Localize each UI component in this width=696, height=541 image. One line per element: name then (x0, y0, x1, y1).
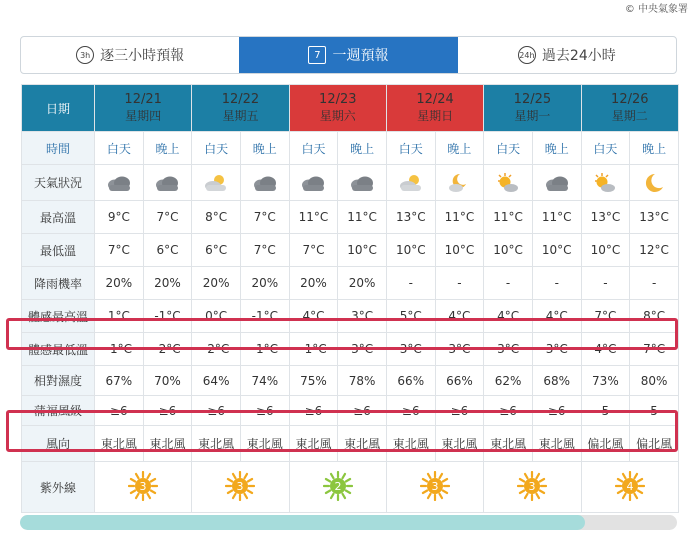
cell-value: 偏北風 (630, 426, 679, 462)
cloudy-icon (143, 165, 192, 201)
forecast-tabs (20, 36, 677, 74)
uv-sun-icon (128, 471, 158, 501)
cell-value: ≥6 (338, 396, 387, 426)
partly-sunny-icon (386, 165, 435, 201)
cell-value: ≥6 (386, 396, 435, 426)
cell-value: 66% (386, 366, 435, 396)
cell-value: 0°C (192, 300, 241, 333)
day-header (386, 85, 483, 132)
cell-value: - (435, 267, 484, 300)
cell-value: - (581, 267, 630, 300)
cell-value: 4°C (435, 300, 484, 333)
cell-value: ≥6 (143, 396, 192, 426)
day-header (192, 85, 289, 132)
cell-value: -1°C (289, 333, 338, 366)
cell-value: 東北風 (386, 426, 435, 462)
uv-row (22, 462, 679, 513)
tab-label: 過去24小時 (541, 48, 616, 64)
cell-value: 11°C (338, 201, 387, 234)
day-date: 12/23 (319, 92, 357, 107)
cell-value: 白天 (581, 132, 630, 165)
row-label-rain: 降雨機率 (22, 267, 95, 300)
cell-value: 11°C (532, 201, 581, 234)
uv-cell (484, 462, 581, 513)
cell-value: 4°C (532, 300, 581, 333)
uv-cell (581, 462, 678, 513)
cell-value: 白天 (289, 132, 338, 165)
cell-value: 8°C (630, 300, 679, 333)
uv-cell (289, 462, 386, 513)
cell-value: ≥6 (240, 396, 289, 426)
cell-value: 70% (143, 366, 192, 396)
cell-value: 5 (581, 396, 630, 426)
feel-min-row (22, 333, 679, 366)
day-header (289, 85, 386, 132)
cell-value: 5 (630, 396, 679, 426)
cloudy-icon (532, 165, 581, 201)
cell-value: 東北風 (484, 426, 533, 462)
cell-value: 3°C (484, 333, 533, 366)
cell-value: 東北風 (240, 426, 289, 462)
cell-value: 東北風 (338, 426, 387, 462)
cell-value: 68% (532, 366, 581, 396)
cell-value: -1°C (240, 300, 289, 333)
uv-sun-icon (225, 471, 255, 501)
cell-value: 東北風 (532, 426, 581, 462)
uv-value: 4 (626, 479, 634, 493)
cell-value: 10°C (484, 234, 533, 267)
cell-value: ≥6 (435, 396, 484, 426)
day-weekday: 星期二 (611, 109, 648, 123)
day-date: 12/26 (611, 92, 649, 107)
cell-value: - (532, 267, 581, 300)
day-weekday: 星期六 (319, 109, 356, 123)
cell-value: 3°C (435, 333, 484, 366)
cell-value: 10°C (338, 234, 387, 267)
day-header (95, 85, 192, 132)
cell-value: 3°C (338, 300, 387, 333)
cell-value: 80% (630, 366, 679, 396)
cell-value: 75% (289, 366, 338, 396)
cell-value: 20% (240, 267, 289, 300)
row-label-beaufort: 蒲福風級 (22, 396, 95, 426)
cell-value: 晚上 (630, 132, 679, 165)
clock-3h-icon: 3h (76, 46, 94, 64)
uv-value: 2 (334, 479, 342, 493)
row-label-date: 日期 (22, 85, 95, 132)
cell-value: ≥6 (289, 396, 338, 426)
uv-value: 3 (528, 479, 536, 493)
cell-value: 10°C (435, 234, 484, 267)
row-label-min_temp: 最低溫 (22, 234, 95, 267)
cell-value: -1°C (240, 333, 289, 366)
row-label-uv: 紫外線 (22, 462, 95, 513)
row-label-humidity: 相對濕度 (22, 366, 95, 396)
sun-cloud-icon (581, 165, 630, 201)
cell-value: - (386, 267, 435, 300)
day-date: 12/22 (221, 92, 260, 107)
tab-label: 逐三小時預報 (100, 48, 185, 64)
cloudy-icon (338, 165, 387, 201)
day-date: 12/24 (416, 92, 454, 107)
cell-value: 7°C (581, 300, 630, 333)
cell-value: 13°C (630, 201, 679, 234)
cell-value: 3°C (532, 333, 581, 366)
cell-value: 東北風 (95, 426, 144, 462)
cell-value: 9°C (95, 201, 144, 234)
weather-row (22, 165, 679, 201)
cell-value: 東北風 (435, 426, 484, 462)
cell-value: 4°C (581, 333, 630, 366)
min-temp-row (22, 234, 679, 267)
cell-value: 東北風 (192, 426, 241, 462)
cell-value: 12°C (630, 234, 679, 267)
cloudy-icon (240, 165, 289, 201)
clock-24h-icon: 24h (518, 46, 536, 64)
cell-value: 5°C (386, 300, 435, 333)
partly-sunny-icon (192, 165, 241, 201)
cell-value: 1°C (95, 300, 144, 333)
moon-cloud-icon (435, 165, 484, 201)
cell-value: 東北風 (289, 426, 338, 462)
cell-value: 20% (143, 267, 192, 300)
tab-week[interactable] (239, 37, 457, 73)
rain-row (22, 267, 679, 300)
cell-value: 白天 (386, 132, 435, 165)
cell-value: 晚上 (143, 132, 192, 165)
cell-value: 11°C (435, 201, 484, 234)
row-label-feel_min: 體感最低溫 (22, 333, 95, 366)
cell-value: 晚上 (240, 132, 289, 165)
tab-past-24h[interactable] (458, 37, 676, 73)
cell-value: 7°C (95, 234, 144, 267)
cloudy-icon (289, 165, 338, 201)
horizontal-scrollbar[interactable] (20, 515, 677, 530)
cell-value: 白天 (95, 132, 144, 165)
cell-value: 67% (95, 366, 144, 396)
cell-value: 62% (484, 366, 533, 396)
cell-value: 4°C (289, 300, 338, 333)
uv-cell (386, 462, 483, 513)
cloudy-icon (95, 165, 144, 201)
row-label-wind_dir: 風向 (22, 426, 95, 462)
cell-value: 20% (289, 267, 338, 300)
uv-value: 3 (431, 479, 439, 493)
uv-sun-icon (323, 471, 353, 501)
row-label-time: 時間 (22, 132, 95, 165)
uv-cell (95, 462, 192, 513)
tab-3hour[interactable] (21, 37, 239, 73)
moon-icon (630, 165, 679, 201)
day-weekday: 星期一 (514, 109, 551, 123)
cell-value: 13°C (581, 201, 630, 234)
cell-value: 10°C (532, 234, 581, 267)
cell-value: -1°C (143, 300, 192, 333)
uv-sun-icon (420, 471, 450, 501)
cell-value: 白天 (484, 132, 533, 165)
cell-value: ≥6 (95, 396, 144, 426)
cell-value: - (630, 267, 679, 300)
cell-value: 3°C (338, 333, 387, 366)
cell-value: 7°C (143, 201, 192, 234)
cell-value: 白天 (192, 132, 241, 165)
uv-cell (192, 462, 289, 513)
uv-value: 3 (236, 479, 244, 493)
cell-value: 7°C (289, 234, 338, 267)
cell-value: 20% (338, 267, 387, 300)
cell-value: ≥6 (192, 396, 241, 426)
humidity-row (22, 366, 679, 396)
cell-value: 64% (192, 366, 241, 396)
cell-value: 74% (240, 366, 289, 396)
cell-value: - (484, 267, 533, 300)
time-row (22, 132, 679, 165)
cell-value: 66% (435, 366, 484, 396)
weekly-forecast-table (21, 84, 679, 513)
cell-value: 晚上 (532, 132, 581, 165)
credit-text: © 中央氣象署 (624, 4, 688, 15)
tab-label: 一週預報 (332, 48, 389, 64)
day-date: 12/21 (124, 92, 162, 107)
calendar-icon: 7 (308, 46, 326, 64)
row-label-weather: 天氣狀況 (22, 165, 95, 201)
cell-value: ≥6 (532, 396, 581, 426)
cell-value: 東北風 (143, 426, 192, 462)
cell-value: 11°C (289, 201, 338, 234)
cell-value: 20% (192, 267, 241, 300)
scrollbar-thumb[interactable] (20, 515, 585, 530)
cell-value: 6°C (192, 234, 241, 267)
max-temp-row (22, 201, 679, 234)
day-weekday: 星期五 (222, 109, 259, 123)
cell-value: 晚上 (338, 132, 387, 165)
date-row (22, 85, 679, 132)
cell-value: 20% (95, 267, 144, 300)
cell-value: 10°C (386, 234, 435, 267)
day-header (581, 85, 678, 132)
cell-value: 6°C (143, 234, 192, 267)
cell-value: 78% (338, 366, 387, 396)
cell-value: 晚上 (435, 132, 484, 165)
row-label-feel_max: 體感最高溫 (22, 300, 95, 333)
cell-value: -2°C (143, 333, 192, 366)
cell-value: 3°C (386, 333, 435, 366)
cell-value: 7°C (240, 201, 289, 234)
day-weekday: 星期日 (417, 109, 454, 123)
cell-value: 7°C (240, 234, 289, 267)
uv-sun-icon (517, 471, 547, 501)
cell-value: ≥6 (484, 396, 533, 426)
wind-direction-row (22, 426, 679, 462)
cell-value: 11°C (484, 201, 533, 234)
day-header (484, 85, 581, 132)
cell-value: 73% (581, 366, 630, 396)
cell-value: 偏北風 (581, 426, 630, 462)
cell-value: -1°C (95, 333, 144, 366)
cell-value: 10°C (581, 234, 630, 267)
uv-value: 3 (139, 479, 147, 493)
cell-value: 4°C (484, 300, 533, 333)
day-weekday: 星期四 (125, 109, 162, 123)
day-date: 12/25 (513, 92, 552, 107)
cell-value: 8°C (192, 201, 241, 234)
cell-value: 13°C (386, 201, 435, 234)
sun-cloud-icon (484, 165, 533, 201)
cell-value: -2°C (192, 333, 241, 366)
uv-sun-icon (615, 471, 645, 501)
beaufort-row (22, 396, 679, 426)
cell-value: 7°C (630, 333, 679, 366)
feel-max-row (22, 300, 679, 333)
row-label-max_temp: 最高溫 (22, 201, 95, 234)
